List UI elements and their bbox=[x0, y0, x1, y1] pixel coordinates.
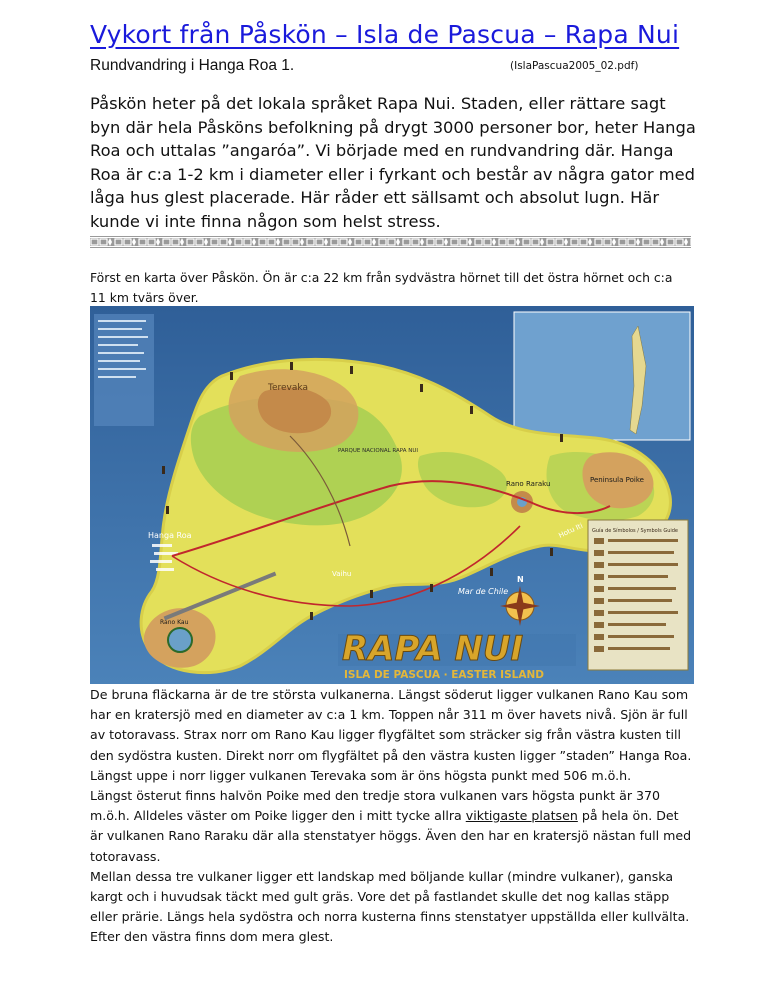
paragraph-poike-end: på hela ön. Det är vulkanen Rano Raraku där alla stenstatyer höggs. Även den har en kratersjö nästan full med totoravass. bbox=[90, 808, 692, 864]
label-north: N bbox=[517, 575, 524, 584]
label-guide-title: Guía de Símbolos / Symbols Guide bbox=[592, 528, 679, 534]
label-hanga-roa: Hanga Roa bbox=[148, 531, 192, 540]
paragraph-volcanoes: De bruna fläckarna är de tre största vulkanerna. Längst söderut ligger vulkanen Rano Kau som har en kratersjö med en diameter av c:a 1 km. Toppen når 311 m över havets nivå. Sjön är full av totoravass. Strax norr om Rano Kau ligger flygfältet som sträcker sig från västra kusten till den sydöstra kusten. Direkt norr om flygfältet på den västra kusten ligger ”staden” Hanga Roa. bbox=[90, 687, 692, 763]
label-poike: Peninsula Poike bbox=[590, 476, 644, 484]
paragraph-terevaka: Längst uppe i norr ligger vulkanen Terevaka som är öns högsta punkt med 506 m.ö.h. bbox=[90, 767, 632, 783]
file-reference: (IslaPascua2005_02.pdf) bbox=[510, 60, 639, 72]
label-mar-de-chile: Mar de Chile bbox=[458, 587, 509, 596]
island-map bbox=[90, 306, 694, 684]
page-subtitle: Rundvandring i Hanga Roa 1. bbox=[90, 57, 295, 74]
underlined-phrase: viktigaste platsen bbox=[465, 808, 578, 824]
map-caption: Först en karta över Påskön. Ön är c:a 22 km från sydvästra hörnet till det östra hörnet och c:a 11 km tvärs över. bbox=[90, 270, 673, 305]
paragraph-poike-start: Längst österut finns halvön Poike med den tredje stora vulkanen vars högsta punkt är 370 m.ö.h. Alldeles väster om Poike ligger den i mitt tycke allra bbox=[90, 788, 661, 824]
paragraph-poike bbox=[90, 786, 695, 867]
map-banner-subtitle: ISLA DE PASCUA · EASTER ISLAND bbox=[344, 669, 544, 681]
label-rano-kau: Rano Kau bbox=[160, 619, 189, 626]
paragraph-landscape: Mellan dessa tre vulkaner ligger ett landskap med böljande kullar (mindre vulkaner), ganska kargt och i huvudsak täckt med gult gräs. Vore det på fastlandet skulle det nog kallas stäpp eller prärie. Längs hela sydöstra och norra kusterna finns stenstatyer uppställda eller kullvälta. Efter den västra finns dom mera glest. bbox=[90, 868, 690, 945]
label-terevaka: Terevaka bbox=[268, 383, 308, 393]
map-banner-title: RAPA NUI bbox=[342, 629, 524, 669]
body-text bbox=[90, 685, 695, 948]
label-hotu-iti: Hotu Iti bbox=[557, 521, 585, 540]
label-rano-raraku: Rano Raraku bbox=[506, 480, 551, 488]
intro-paragraph: Påskön heter på det lokala språket Rapa Nui. Staden, eller rättare sagt byn där hela Påsköns befolkning på drygt 3000 personer bor, heter Hanga Roa och uttalas ”angaróa”. Vi började med en rundvandring där. Hanga Roa är c:a 1-2 km i diameter eller i fyrkant och består av några gator med låga hus glest placerade. Här råder ett sällsamt och absolut lugn. Här kunde vi inte finna någon som helst stress. bbox=[90, 94, 696, 231]
decorative-border bbox=[90, 236, 691, 248]
label-vaihu: Vaihu bbox=[332, 570, 352, 578]
page-title: Vykort från Påskön – Isla de Pascua – Rapa Nui bbox=[90, 20, 680, 49]
label-parque-nacional: PARQUE NACIONAL RAPA NUI bbox=[338, 448, 418, 454]
